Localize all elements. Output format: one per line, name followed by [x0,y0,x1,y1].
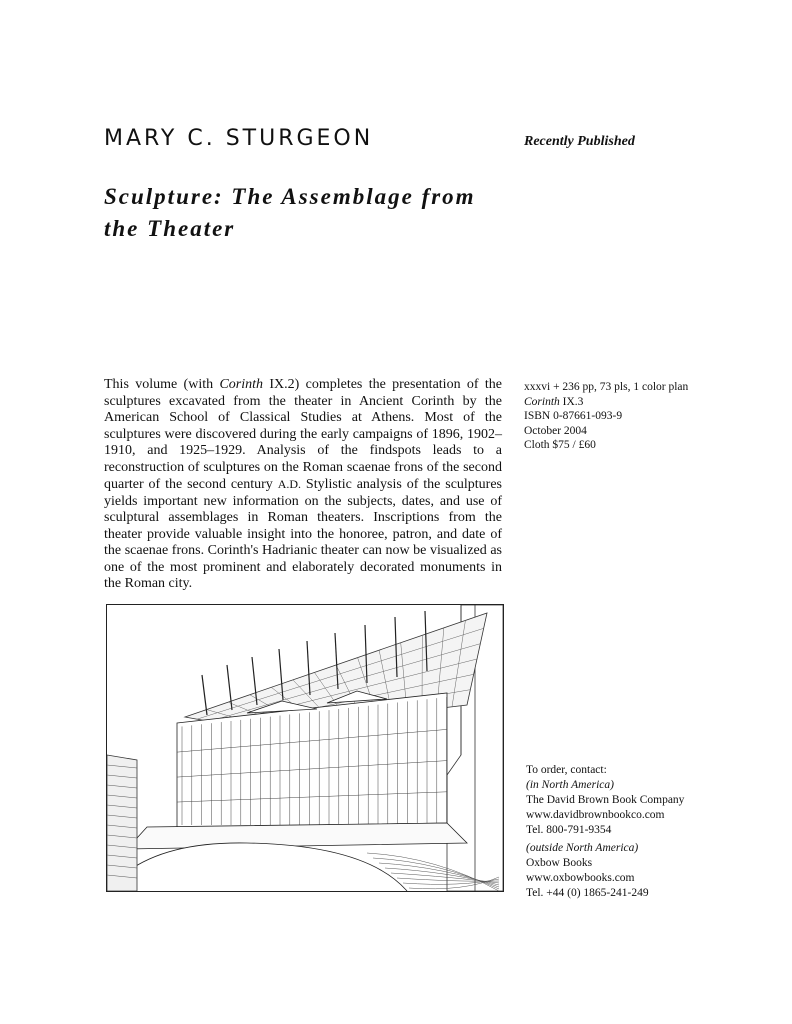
order-web-2[interactable]: www.oxbowbooks.com [526,872,635,884]
recently-published-label: Recently Published [524,134,635,149]
detail-date: October 2004 [524,424,587,437]
desc-series-italic: Corinth [219,377,264,392]
order-company-1: The David Brown Book Company [526,794,685,806]
theater-reconstruction-icon [107,605,503,891]
desc-text-1: This volume (with [104,377,220,392]
order-region-north-america [526,778,684,793]
book-description [104,377,502,593]
order-company-2: Oxbow Books [526,857,593,869]
order-heading: To order, contact: [526,764,607,776]
detail-price: Cloth $75 / £60 [524,439,596,451]
order-region-2-italic: (outside North America) [526,842,639,854]
order-info [526,763,684,901]
book-details [524,380,688,453]
order-region-1-italic: (in North America) [526,779,614,791]
order-region-outside [526,841,684,856]
detail-isbn: ISBN 0-87661-093-9 [524,410,623,422]
desc-text-2: IX.2) completes the presentation of the sculptures excavated from the theater in Ancient Corinth by the American School of Classical Studies at Athens. Most of the sculptures were discovered during the early campaigns of 1896, 1902–1910, and 1925–1929. Analysis of the findspots leads to a reconstruction of sculptures on the Roman scaenae frons of the second quarter of the second century [104,377,502,492]
order-web-1[interactable]: www.davidbrownbookco.com [526,809,665,821]
detail-series-italic: Corinth [524,395,560,408]
detail-pages: xxxvi + 236 pp, 73 pls, 1 color plan [524,381,689,393]
book-title-line-2: the Theater [104,216,236,241]
desc-text-3: Stylistic analysis of the sculptures yields important new information on the subjects, dates, and use of sculptural assemblages in Roman theaters. Inscriptions from the theater provide valuable insight into the honoree, patron, and date of the scaenae frons. Corinth's Hadrianic theater can now be visualized as one of the most prominent and elaborately decorated monuments in the Roman city. [104,477,503,591]
book-title [104,181,524,245]
order-tel-2: Tel. +44 (0) 1865-241-249 [526,887,649,899]
detail-series [524,395,688,410]
book-title-line-1: Sculpture: The Assemblage from [104,184,476,209]
detail-series-number: IX.3 [559,395,584,408]
theater-illustration [106,604,504,892]
author-name: MARY C. STURGEON [104,126,374,151]
desc-era-smallcaps: A.D. [277,477,302,491]
order-tel-1: Tel. 800-791-9354 [526,824,612,836]
